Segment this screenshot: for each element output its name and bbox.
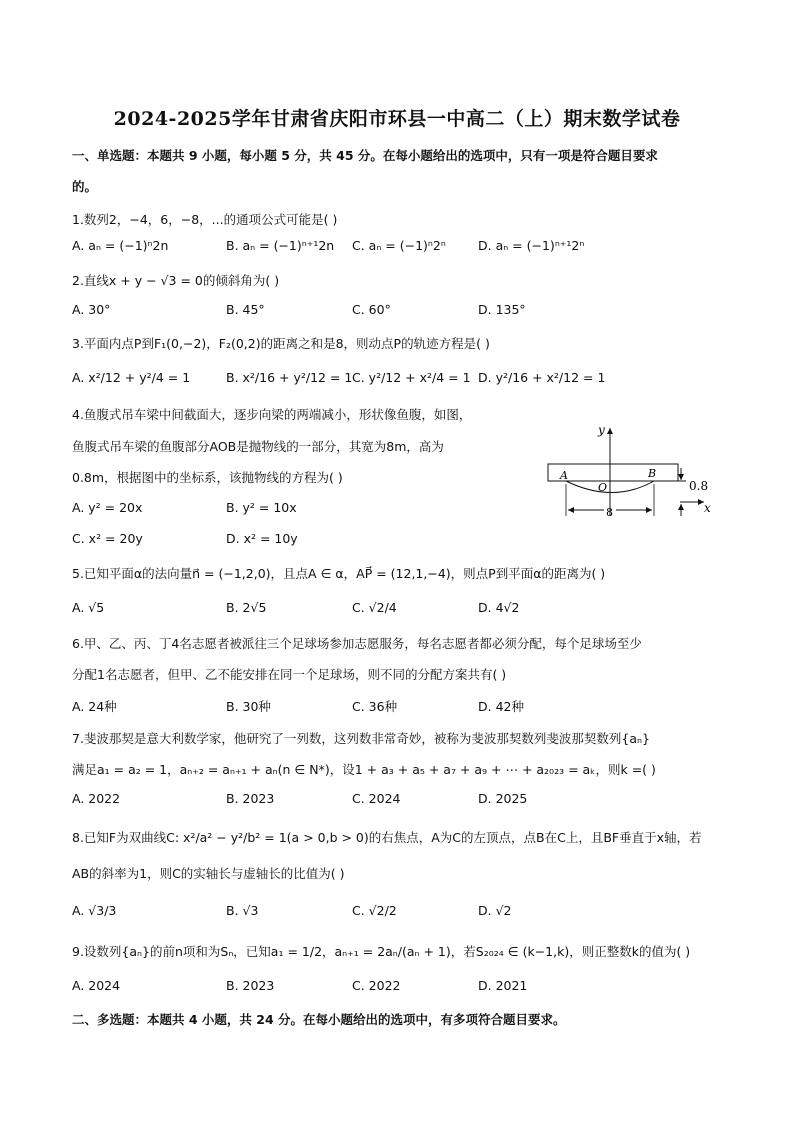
q2-stem: 2.直线x + y − √3 = 0的倾斜角为( ) xyxy=(72,273,280,288)
q2-option-b[interactable]: B. 45° xyxy=(226,302,265,317)
q5-option-d[interactable]: D. 4√2 xyxy=(478,600,520,615)
q2-option-d[interactable]: D. 135° xyxy=(478,302,526,317)
q7-option-c[interactable]: C. 2024 xyxy=(352,791,401,806)
q2-option-a[interactable]: A. 30° xyxy=(72,302,111,317)
q7-option-b[interactable]: B. 2023 xyxy=(226,791,275,806)
q9-option-c[interactable]: C. 2022 xyxy=(352,978,401,993)
q8-option-c[interactable]: C. √2/2 xyxy=(352,903,397,918)
q9-option-b[interactable]: B. 2023 xyxy=(226,978,275,993)
fig-label-o: O xyxy=(598,481,608,494)
q7-stem-line2: 满足a₁ = a₂ = 1，aₙ₊₂ = aₙ₊₁ + aₙ(n ∈ N*)，设1 + a₃ + a₅ + a₇ + a₉ + ⋯ + a₂₀₂₃ = aₖ，则k =( ) xyxy=(72,762,656,777)
q9-option-a[interactable]: A. 2024 xyxy=(72,978,121,993)
q1-stem: 1.数列2，−4，6，−8，...的通项公式可能是( ) xyxy=(72,212,338,227)
section1-heading-cont: 的。 xyxy=(72,179,98,194)
q1-option-b[interactable]: B. aₙ = (−1)ⁿ⁺¹2n xyxy=(226,238,335,253)
q3-option-a[interactable]: A. x²/12 + y²/4 = 1 xyxy=(72,370,191,385)
q6-option-d[interactable]: D. 42种 xyxy=(478,699,524,714)
q7-option-a[interactable]: A. 2022 xyxy=(72,791,121,806)
q4-option-a[interactable]: A. y² = 20x xyxy=(72,500,143,515)
q4-option-b[interactable]: B. y² = 10x xyxy=(226,500,297,515)
q5-option-c[interactable]: C. √2/4 xyxy=(352,600,397,615)
q4-stem-line3: 0.8m，根据图中的坐标系，该抛物线的方程为( ) xyxy=(72,470,343,485)
q3-option-c[interactable]: C. y²/12 + x²/4 = 1 xyxy=(352,370,471,385)
q4-option-d[interactable]: D. x² = 10y xyxy=(226,531,298,546)
q9-stem: 9.设数列{aₙ}的前n项和为Sₙ，已知a₁ = 1/2，aₙ₊₁ = 2aₙ/(aₙ + 1)，若S₂₀₂₄ ∈ (k−1,k)，则正整数k的值为( ) xyxy=(72,944,691,959)
q5-option-b[interactable]: B. 2√5 xyxy=(226,600,267,615)
fig-label-y: y xyxy=(598,423,605,437)
q5-stem: 5.已知平面α的法向量n⃗ = (−1,2,0)，且点A ∈ α，AP⃗ = (12,1,−4)，则点P到平面α的距离为( ) xyxy=(72,566,606,581)
fig-label-width: 8 xyxy=(606,506,613,519)
q4-stem-line2: 鱼腹式吊车梁的鱼腹部分AOB是抛物线的一部分，其宽为8m，高为 xyxy=(72,439,444,454)
q1-option-c[interactable]: C. aₙ = (−1)ⁿ2ⁿ xyxy=(352,238,446,253)
fig-label-x: x xyxy=(704,501,711,515)
section2-heading: 二、多选题：本题共 4 小题，共 24 分。在每小题给出的选项中，有多项符合题目要求。 xyxy=(72,1012,566,1027)
section1-heading: 一、单选题：本题共 9 小题，每小题 5 分，共 45 分。在每小题给出的选项中，只有一项是符合题目要求 xyxy=(72,148,658,163)
fig-label-height: 0.8 xyxy=(689,479,709,493)
q6-option-c[interactable]: C. 36种 xyxy=(352,699,398,714)
q4-option-c[interactable]: C. x² = 20y xyxy=(72,531,143,546)
fig-label-b: B xyxy=(648,467,657,480)
q5-option-a[interactable]: A. √5 xyxy=(72,600,105,615)
q6-stem-line2: 分配1名志愿者，但甲、乙不能安排在同一个足球场，则不同的分配方案共有( ) xyxy=(72,667,507,682)
q6-option-b[interactable]: B. 30种 xyxy=(226,699,271,714)
q7-option-d[interactable]: D. 2025 xyxy=(478,791,528,806)
q7-stem-line1: 7.斐波那契是意大利数学家，他研究了一列数，这列数非常奇妙，被称为斐波那契数列斐波那契数列{aₙ} xyxy=(72,731,650,746)
q8-option-d[interactable]: D. √2 xyxy=(478,903,512,918)
q4-stem-line1: 4.鱼腹式吊车梁中间截面大，逐步向梁的两端减小，形状像鱼腹，如图， xyxy=(72,407,472,422)
q6-stem-line1: 6.甲、乙、丙、丁4名志愿者被派往三个足球场参加志愿服务，每名志愿者都必须分配，每个足球场至少 xyxy=(72,636,642,651)
q3-option-b[interactable]: B. x²/16 + y²/12 = 1 xyxy=(226,370,353,385)
q2-option-c[interactable]: C. 60° xyxy=(352,302,391,317)
q3-stem: 3.平面内点P到F₁(0,−2)，F₂(0,2)的距离之和是8，则动点P的轨迹方程是( ) xyxy=(72,336,490,351)
q9-option-d[interactable]: D. 2021 xyxy=(478,978,528,993)
q1-option-a[interactable]: A. aₙ = (−1)ⁿ2n xyxy=(72,238,169,253)
q8-stem-line2: AB的斜率为1，则C的实轴长与虚轴长的比值为( ) xyxy=(72,866,345,881)
q8-stem-line1: 8.已知F为双曲线C: x²/a² − y²/b² = 1(a > 0,b > 0)的右焦点，A为C的左顶点，点B在C上，且BF垂直于x轴，若 xyxy=(72,830,702,845)
q8-option-a[interactable]: A. √3/3 xyxy=(72,903,117,918)
q1-option-d[interactable]: D. aₙ = (−1)ⁿ⁺¹2ⁿ xyxy=(478,238,585,253)
page-title: 2024-2025学年甘肃省庆阳市环县一中高二（上）期末数学试卷 xyxy=(113,108,681,130)
fish-belly-beam-figure xyxy=(544,420,714,520)
q3-option-d[interactable]: D. y²/16 + x²/12 = 1 xyxy=(478,370,606,385)
fig-label-a: A xyxy=(560,469,568,482)
q8-option-b[interactable]: B. √3 xyxy=(226,903,259,918)
q6-option-a[interactable]: A. 24种 xyxy=(72,699,117,714)
